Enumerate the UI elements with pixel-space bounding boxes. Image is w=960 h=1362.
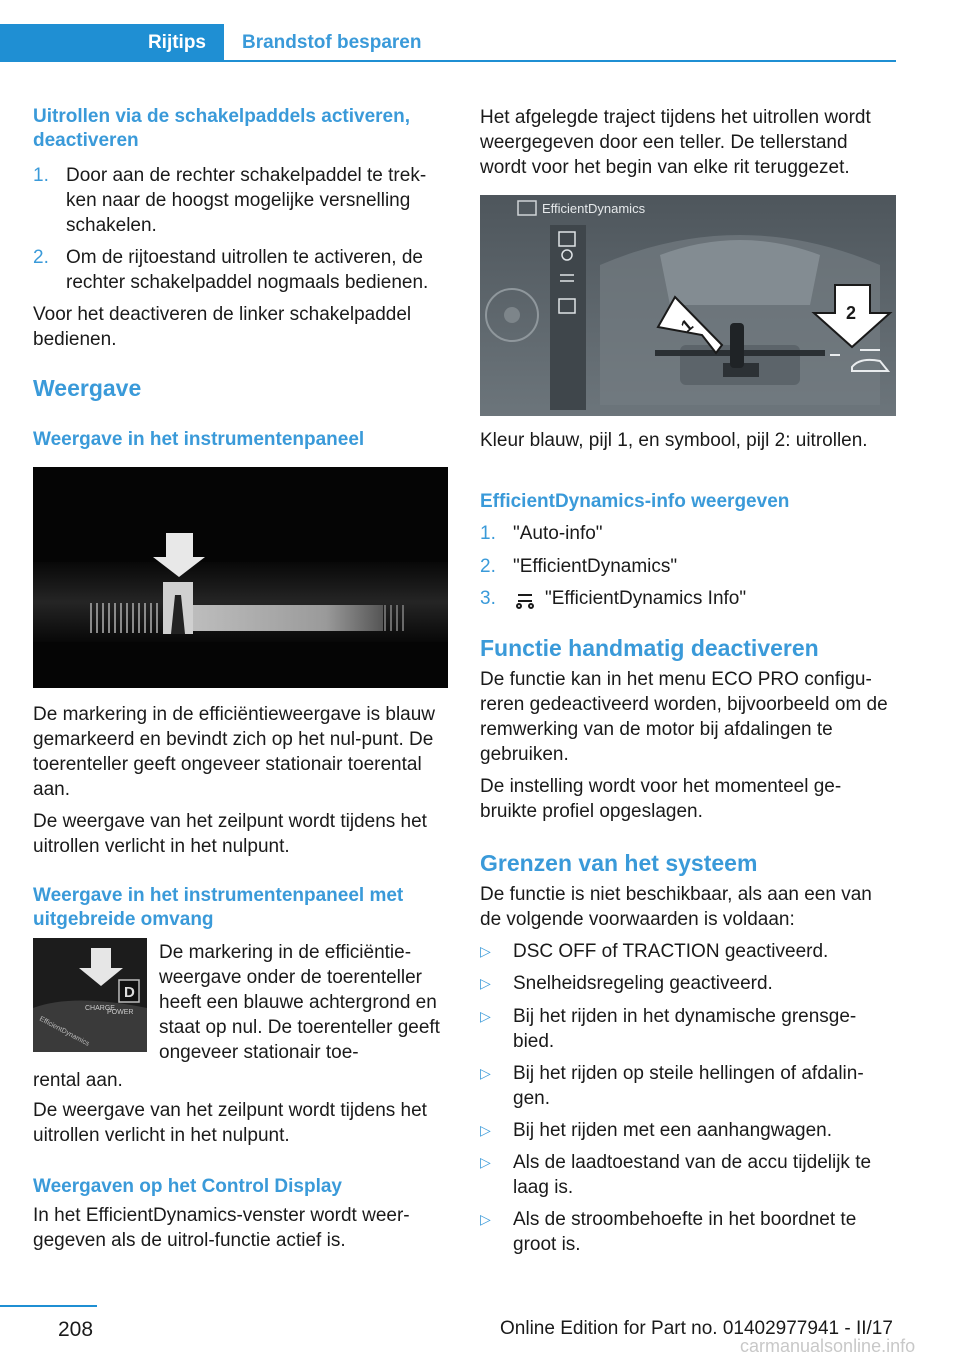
list-item (480, 1004, 896, 1054)
bullet-text: Bij het rijden met een aanhangwagen. (513, 1120, 833, 1141)
efficiency-gauge-illustration (33, 467, 448, 688)
step-number: 1. (480, 523, 496, 544)
control-display-image (480, 195, 896, 416)
list-item (480, 971, 896, 996)
gear-d-label: D (124, 984, 135, 1001)
list-item (480, 939, 896, 964)
step-number: 2. (33, 247, 49, 268)
coasting-marker (730, 323, 744, 368)
heading-extended-panel: Weergave in het instrumentenpaneel met uitgebreide omvang (33, 885, 404, 930)
list-item (480, 1061, 896, 1111)
tab-brandstof-besparen[interactable]: Brandstof besparen (242, 31, 422, 53)
arrow-1-label: 1 (677, 315, 697, 337)
step-text: "Auto-info" (513, 523, 603, 544)
heading-system-limits: Grenzen van het systeem (480, 850, 758, 876)
arrow-2-label: 2 (846, 303, 857, 323)
footer-rule (0, 1305, 97, 1307)
bullet-text: Bij het rijden in het dynamische grensge-bied. (513, 1006, 857, 1052)
brand-label: EfficientDynamics (38, 1015, 91, 1048)
image-caption: Kleur blauw, pijl 1, en symbool, pijl 2: uitrollen. (480, 430, 868, 451)
edition-info: Online Edition for Part no. 01402977941 - II/17 (500, 1318, 893, 1339)
step-text: "EfficientDynamics" (513, 556, 678, 577)
step-number: 2. (480, 556, 496, 577)
coasting-menu-icon (513, 586, 539, 611)
list-item (33, 163, 448, 238)
bullet-marker: ▷ (480, 1154, 491, 1170)
bullet-marker: ▷ (480, 975, 491, 991)
paragraph-extended-marking-tail: rental aan. (33, 1070, 123, 1091)
bullet-text: Als de laadtoestand van de accu tijdelijk te laag is. (513, 1152, 872, 1198)
tab-rijtips[interactable]: Rijtips (0, 24, 224, 61)
instrument-panel-image (33, 467, 448, 688)
bullet-marker: ▷ (480, 943, 491, 959)
screen-title: EfficientDynamics (542, 201, 646, 216)
step-number: 1. (33, 165, 49, 186)
bullet-text: Snelheidsregeling geactiveerd. (513, 973, 773, 994)
list-item (480, 521, 896, 546)
bullet-text: DSC OFF of TRACTION geactiveerd. (513, 941, 829, 962)
page-number: 208 (58, 1318, 94, 1341)
list-item (480, 554, 896, 579)
paragraph-distance-counter: Het afgelegde traject tijdens het uitrollen wordt weergegeven door een teller. De tellerstand wordt voor het begin van elke rit teruggezet. (480, 107, 871, 178)
bullet-marker: ▷ (480, 1211, 491, 1227)
paragraph-marking: De markering in de efficiëntieweergave is blauw gemarkeerd en bevindt zich op het nul-punt. De toerenteller geeft ongeveer stationair toerental aan. (33, 704, 436, 800)
watermark: carmanualsonline.info (740, 1336, 916, 1356)
menu-sidebar (550, 225, 586, 410)
bullet-marker: ▷ (480, 1065, 491, 1081)
heading-instrument-panel: Weergave in het instrumentenpaneel (33, 429, 365, 450)
paragraph-sailpoint: De weergave van het zeilpunt wordt tijdens het uitrollen verlicht in het nulpunt. (33, 811, 427, 857)
bullet-marker: ▷ (480, 1122, 491, 1138)
heading-weergave: Weergave (33, 375, 142, 401)
heading-activate-coasting: Uitrollen via de schakelpaddels activeren, deactiveren (33, 106, 410, 151)
extended-panel-thumbnail (33, 938, 147, 1052)
list-item (33, 245, 448, 295)
paragraph-profile: De instelling wordt voor het momenteel ge-bruikte profiel opgeslagen. (480, 776, 842, 822)
list-item (480, 1118, 896, 1143)
bullet-text: Bij het rijden op steile hellingen of afdalin-gen. (513, 1063, 864, 1109)
bullet-text: Als de stroombehoefte in het boordnet te groot is. (513, 1209, 857, 1255)
step-number: 3. (480, 588, 496, 609)
charge-label: CHARGE (85, 1005, 115, 1012)
paragraph-manual: De functie kan in het menu ECO PRO configu-reren gedeactiveerd worden, bijvoorbeeld om de remwerking van de motor bij afdalingen te gebruiken. (480, 669, 888, 765)
paragraph-sailpoint-2: De weergave van het zeilpunt wordt tijdens het uitrollen verlicht in het nulpunt. (33, 1100, 427, 1146)
header-rule (0, 60, 896, 62)
paragraph-limits: De functie is niet beschikbaar, als aan een van de volgende voorwaarden is voldaan: (480, 884, 872, 930)
step-text: "EfficientDynamics Info" (545, 588, 747, 609)
list-item (480, 1207, 896, 1257)
power-label: POWER (107, 1009, 134, 1016)
step-text: Door aan de rechter schakelpaddel te trek-ken naar de hoogst mogelijke versnelling schakelen. (66, 165, 427, 236)
heading-manual-deactivate: Functie handmatig deactiveren (480, 635, 819, 661)
list-item (480, 586, 896, 611)
paragraph-control-display: In het EfficientDynamics-venster wordt weer-gegeven als de uitrol-functie actief is. (33, 1205, 410, 1251)
heading-control-display: Weergaven op het Control Display (33, 1176, 342, 1197)
list-item (480, 1150, 896, 1200)
heading-info: EfficientDynamics-info weergeven (480, 491, 790, 512)
gauge-bar-right (193, 605, 383, 631)
paragraph-extended-marking: De markering in de efficiëntie-weergave onder de toerenteller heeft een blauwe achtergrond en staat op nul. De toerenteller geeft ongeveer stationair toe- (159, 942, 440, 1063)
step-text: Om de rijtoestand uitrollen te activeren, de rechter schakelpaddel nogmaals bedienen. (66, 247, 429, 293)
paragraph-deactivate: Voor het deactiveren de linker schakelpaddel bedienen. (33, 304, 412, 350)
bullet-marker: ▷ (480, 1008, 491, 1024)
